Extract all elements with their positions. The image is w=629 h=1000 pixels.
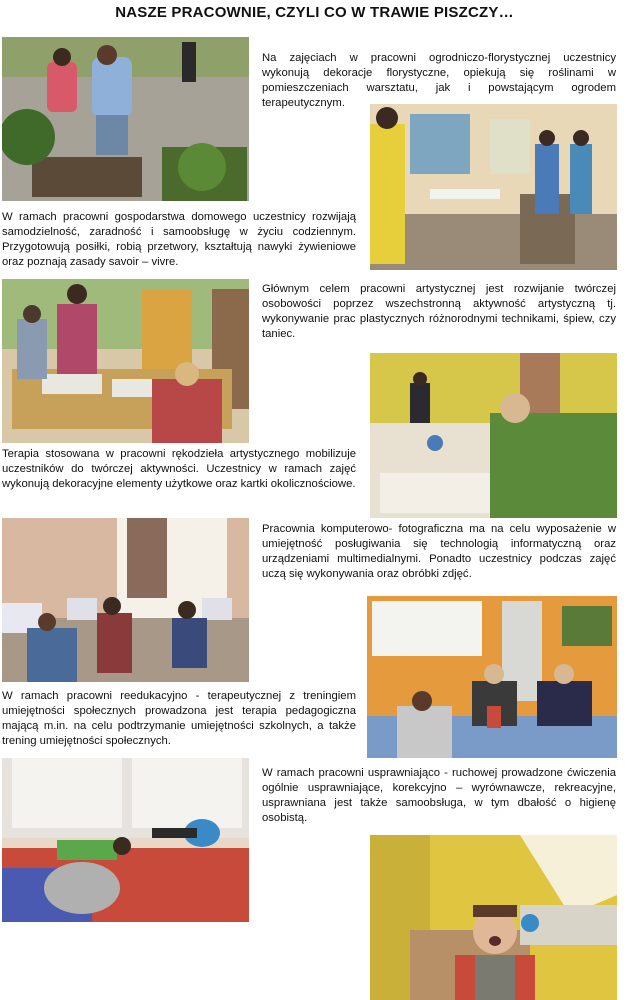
paragraph-home-economics: W ramach pracowni gospodarstwa domowego uczestnicy rozwijają samodzielność, zaradność i samoobsługę w życiu codziennym. Przygotowują posiłki, robią przetwory, kształtują nawyki żywieniowe oraz poznają zasady savoir – vivre. bbox=[2, 211, 356, 268]
photo-home-economics bbox=[370, 104, 617, 270]
photo-craft-workshop bbox=[370, 353, 617, 518]
paragraph-garden: Na zajęciach w pracowni ogrodniczo-florystycznej uczestnicy wykonują dekoracje florystyczne, opiekują się roślinami w pomieszczeniach warsztatu, jak i powstającym ogrodem terapeutycznym. bbox=[262, 52, 616, 109]
photo-garden-workshop bbox=[2, 37, 249, 201]
page-title: NASZE PRACOWNIE, CZYLI CO W TRAWIE PISZCZY… bbox=[115, 4, 514, 21]
paragraph-reeducation: W ramach pracowni reedukacyjno - terapeutycznej z treningiem umiejętności społecznych prowadzona jest terapia pedagogiczna mającą m.in. na celu podtrzymanie umiejętności szkolnych, a także trening umiejętności społecznych. bbox=[2, 690, 356, 747]
paragraph-craft: Terapia stosowana w pracowni rękodzieła artystycznego mobilizuje uczestników do twórczej aktywności. Uczestnicy w ramach zajęć wykonują dekoracyjne elementy użytkowe oraz kartki okolicznościowe. bbox=[2, 448, 356, 490]
photo-gym-workshop bbox=[2, 758, 249, 922]
paragraph-art: Głównym celem pracowni artystycznej jest rozwijanie twórczej osobowości poprzez wszechstronną aktywność artystyczną tj. wykonywanie prac plastycznych różnorodnymi technikami, śpiew, czy taniec. bbox=[262, 283, 616, 340]
photo-reeducation-workshop bbox=[367, 596, 617, 758]
paragraph-gym: W ramach pracowni usprawniająco - ruchowej prowadzone ćwiczenia ogólnie usprawniające, korekcyjno – wyrównawcze, rekreacyjne, usprawniana jest także samoobsługa, w tym dbałość o higienę osobistą. bbox=[262, 767, 616, 824]
paragraph-computer: Pracownia komputerowo- fotograficzna ma na celu wyposażenie w umiejętność posługiwania się technologią informatyczną oraz urządzeniami multimedialnymi. Ponadto uczestnicy podczas zajęć uczą się wykonywania oraz obróbki zdjęć. bbox=[262, 523, 616, 580]
photo-art-workshop bbox=[2, 279, 249, 443]
photo-computer-workshop bbox=[2, 518, 249, 682]
photo-participant bbox=[370, 835, 617, 1000]
